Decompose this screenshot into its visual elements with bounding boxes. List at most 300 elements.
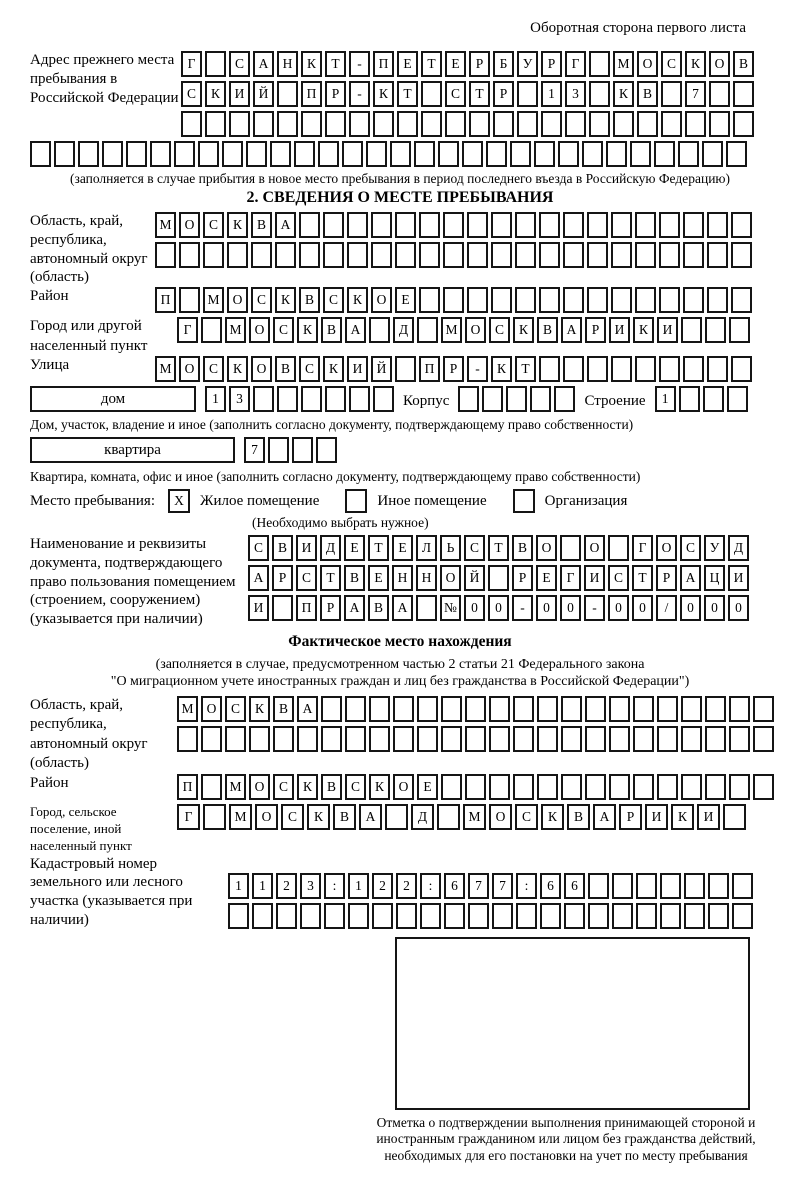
- char-cell[interactable]: А: [275, 212, 296, 238]
- char-cell[interactable]: [297, 726, 318, 752]
- char-cell[interactable]: О: [584, 535, 605, 561]
- char-cell[interactable]: [371, 212, 392, 238]
- char-cell[interactable]: [561, 696, 582, 722]
- char-cell[interactable]: [723, 804, 746, 830]
- char-cell[interactable]: [395, 356, 416, 382]
- char-cell[interactable]: [228, 903, 249, 929]
- checkbox-other-premises[interactable]: [345, 489, 367, 513]
- char-cell[interactable]: П: [301, 81, 322, 107]
- char-cell[interactable]: [222, 141, 243, 167]
- char-cell[interactable]: [609, 774, 630, 800]
- char-cell[interactable]: Р: [325, 81, 346, 107]
- char-cell[interactable]: 3: [229, 386, 250, 412]
- char-cell[interactable]: 6: [540, 873, 561, 899]
- char-cell[interactable]: [681, 774, 702, 800]
- char-cell[interactable]: А: [253, 51, 274, 77]
- char-cell[interactable]: [489, 774, 510, 800]
- char-cell[interactable]: П: [155, 287, 176, 313]
- char-cell[interactable]: К: [227, 356, 248, 382]
- char-cell[interactable]: О: [249, 774, 270, 800]
- char-cell[interactable]: В: [567, 804, 590, 830]
- char-cell[interactable]: И: [697, 804, 720, 830]
- char-cell[interactable]: :: [420, 873, 441, 899]
- char-cell[interactable]: [102, 141, 123, 167]
- char-cell[interactable]: С: [203, 212, 224, 238]
- char-cell[interactable]: [294, 141, 315, 167]
- char-cell[interactable]: Е: [395, 287, 416, 313]
- char-cell[interactable]: [611, 356, 632, 382]
- char-cell[interactable]: [277, 386, 298, 412]
- char-cell[interactable]: К: [671, 804, 694, 830]
- char-cell[interactable]: О: [536, 535, 557, 561]
- char-cell[interactable]: [539, 287, 560, 313]
- char-cell[interactable]: [587, 356, 608, 382]
- char-cell[interactable]: С: [489, 317, 510, 343]
- char-cell[interactable]: [396, 903, 417, 929]
- char-cell[interactable]: М: [441, 317, 462, 343]
- char-cell[interactable]: [421, 81, 442, 107]
- char-cell[interactable]: [492, 903, 513, 929]
- char-cell[interactable]: А: [561, 317, 582, 343]
- char-cell[interactable]: [633, 696, 654, 722]
- char-cell[interactable]: [564, 903, 585, 929]
- char-cell[interactable]: [707, 287, 728, 313]
- char-cell[interactable]: [683, 242, 704, 268]
- char-cell[interactable]: А: [359, 804, 382, 830]
- char-cell[interactable]: [372, 903, 393, 929]
- char-cell[interactable]: С: [229, 51, 250, 77]
- char-cell[interactable]: Р: [512, 565, 533, 591]
- char-cell[interactable]: 7: [685, 81, 706, 107]
- char-cell[interactable]: [609, 696, 630, 722]
- char-cell[interactable]: 7: [492, 873, 513, 899]
- char-cell[interactable]: О: [179, 212, 200, 238]
- char-cell[interactable]: Й: [464, 565, 485, 591]
- char-cell[interactable]: 2: [396, 873, 417, 899]
- char-cell[interactable]: Е: [445, 51, 466, 77]
- char-cell[interactable]: С: [464, 535, 485, 561]
- char-cell[interactable]: Ц: [704, 565, 725, 591]
- char-cell[interactable]: А: [248, 565, 269, 591]
- char-cell[interactable]: Т: [515, 356, 536, 382]
- char-cell[interactable]: [468, 903, 489, 929]
- char-cell[interactable]: [613, 111, 634, 137]
- char-cell[interactable]: [731, 212, 752, 238]
- char-cell[interactable]: [292, 437, 313, 463]
- char-cell[interactable]: [324, 903, 345, 929]
- char-cell[interactable]: [703, 386, 724, 412]
- char-cell[interactable]: С: [273, 774, 294, 800]
- char-cell[interactable]: [659, 287, 680, 313]
- char-cell[interactable]: [753, 696, 774, 722]
- char-cell[interactable]: [345, 696, 366, 722]
- char-cell[interactable]: [419, 287, 440, 313]
- char-cell[interactable]: В: [733, 51, 754, 77]
- char-cell[interactable]: [729, 774, 750, 800]
- char-cell[interactable]: /: [656, 595, 677, 621]
- char-cell[interactable]: [491, 242, 512, 268]
- char-cell[interactable]: С: [680, 535, 701, 561]
- char-cell[interactable]: [681, 696, 702, 722]
- char-cell[interactable]: [246, 141, 267, 167]
- char-cell[interactable]: [347, 242, 368, 268]
- char-cell[interactable]: С: [273, 317, 294, 343]
- char-cell[interactable]: С: [345, 774, 366, 800]
- char-cell[interactable]: [419, 242, 440, 268]
- char-cell[interactable]: [709, 111, 730, 137]
- char-cell[interactable]: [467, 287, 488, 313]
- char-cell[interactable]: [201, 317, 222, 343]
- char-cell[interactable]: [588, 903, 609, 929]
- char-cell[interactable]: Г: [560, 565, 581, 591]
- char-cell[interactable]: [659, 212, 680, 238]
- char-cell[interactable]: Р: [585, 317, 606, 343]
- char-cell[interactable]: [612, 873, 633, 899]
- char-cell[interactable]: Т: [488, 535, 509, 561]
- char-cell[interactable]: [349, 111, 370, 137]
- char-cell[interactable]: К: [249, 696, 270, 722]
- char-cell[interactable]: И: [609, 317, 630, 343]
- char-cell[interactable]: А: [593, 804, 616, 830]
- char-cell[interactable]: [654, 141, 675, 167]
- char-cell[interactable]: К: [613, 81, 634, 107]
- char-cell[interactable]: С: [445, 81, 466, 107]
- char-cell[interactable]: 0: [728, 595, 749, 621]
- char-cell[interactable]: [563, 212, 584, 238]
- char-cell[interactable]: [272, 595, 293, 621]
- char-cell[interactable]: У: [517, 51, 538, 77]
- char-cell[interactable]: М: [203, 287, 224, 313]
- char-cell[interactable]: [444, 903, 465, 929]
- char-cell[interactable]: В: [537, 317, 558, 343]
- char-cell[interactable]: [565, 111, 586, 137]
- char-cell[interactable]: [273, 726, 294, 752]
- char-cell[interactable]: [253, 111, 274, 137]
- char-cell[interactable]: [349, 386, 370, 412]
- char-cell[interactable]: В: [299, 287, 320, 313]
- char-cell[interactable]: [443, 212, 464, 238]
- char-cell[interactable]: [275, 242, 296, 268]
- char-cell[interactable]: Р: [656, 565, 677, 591]
- char-cell[interactable]: О: [709, 51, 730, 77]
- char-cell[interactable]: [416, 595, 437, 621]
- char-cell[interactable]: С: [299, 356, 320, 382]
- char-cell[interactable]: [277, 111, 298, 137]
- char-cell[interactable]: [513, 726, 534, 752]
- char-cell[interactable]: М: [155, 356, 176, 382]
- char-cell[interactable]: №: [440, 595, 461, 621]
- char-cell[interactable]: [419, 212, 440, 238]
- char-cell[interactable]: Г: [181, 51, 202, 77]
- char-cell[interactable]: А: [297, 696, 318, 722]
- char-cell[interactable]: [683, 287, 704, 313]
- char-cell[interactable]: С: [225, 696, 246, 722]
- char-cell[interactable]: [174, 141, 195, 167]
- char-cell[interactable]: [589, 111, 610, 137]
- char-cell[interactable]: [659, 356, 680, 382]
- char-cell[interactable]: [465, 726, 486, 752]
- char-cell[interactable]: К: [347, 287, 368, 313]
- char-cell[interactable]: [345, 726, 366, 752]
- char-cell[interactable]: [181, 111, 202, 137]
- char-cell[interactable]: В: [275, 356, 296, 382]
- char-cell[interactable]: 1: [541, 81, 562, 107]
- char-cell[interactable]: [589, 81, 610, 107]
- char-cell[interactable]: [390, 141, 411, 167]
- char-cell[interactable]: [227, 242, 248, 268]
- char-cell[interactable]: [469, 111, 490, 137]
- char-cell[interactable]: [657, 774, 678, 800]
- char-cell[interactable]: М: [155, 212, 176, 238]
- char-cell[interactable]: 7: [468, 873, 489, 899]
- char-cell[interactable]: [636, 903, 657, 929]
- char-cell[interactable]: О: [201, 696, 222, 722]
- char-cell[interactable]: [530, 386, 551, 412]
- char-cell[interactable]: [299, 242, 320, 268]
- char-cell[interactable]: [611, 212, 632, 238]
- char-cell[interactable]: [299, 212, 320, 238]
- char-cell[interactable]: К: [373, 81, 394, 107]
- char-cell[interactable]: [321, 726, 342, 752]
- char-cell[interactable]: 1: [205, 386, 226, 412]
- char-cell[interactable]: [417, 317, 438, 343]
- char-cell[interactable]: [681, 726, 702, 752]
- char-cell[interactable]: К: [633, 317, 654, 343]
- char-cell[interactable]: [729, 317, 750, 343]
- char-cell[interactable]: [683, 212, 704, 238]
- char-cell[interactable]: [371, 242, 392, 268]
- char-cell[interactable]: [561, 774, 582, 800]
- char-cell[interactable]: С: [296, 565, 317, 591]
- char-cell[interactable]: Д: [728, 535, 749, 561]
- char-cell[interactable]: [506, 386, 527, 412]
- char-cell[interactable]: [323, 242, 344, 268]
- char-cell[interactable]: Н: [392, 565, 413, 591]
- char-cell[interactable]: К: [297, 317, 318, 343]
- char-cell[interactable]: [635, 356, 656, 382]
- apartment-type-box[interactable]: квартира: [30, 437, 235, 463]
- char-cell[interactable]: [510, 141, 531, 167]
- char-cell[interactable]: [684, 873, 705, 899]
- char-cell[interactable]: [630, 141, 651, 167]
- char-cell[interactable]: 7: [244, 437, 265, 463]
- char-cell[interactable]: [753, 774, 774, 800]
- char-cell[interactable]: [395, 242, 416, 268]
- char-cell[interactable]: Н: [277, 51, 298, 77]
- char-cell[interactable]: О: [637, 51, 658, 77]
- char-cell[interactable]: Р: [469, 51, 490, 77]
- char-cell[interactable]: К: [297, 774, 318, 800]
- char-cell[interactable]: [465, 696, 486, 722]
- char-cell[interactable]: У: [704, 535, 725, 561]
- char-cell[interactable]: [488, 565, 509, 591]
- char-cell[interactable]: [229, 111, 250, 137]
- char-cell[interactable]: [491, 287, 512, 313]
- char-cell[interactable]: Г: [177, 804, 200, 830]
- char-cell[interactable]: [441, 726, 462, 752]
- char-cell[interactable]: [633, 726, 654, 752]
- char-cell[interactable]: [609, 726, 630, 752]
- char-cell[interactable]: [78, 141, 99, 167]
- char-cell[interactable]: -: [584, 595, 605, 621]
- char-cell[interactable]: М: [177, 696, 198, 722]
- char-cell[interactable]: [585, 696, 606, 722]
- char-cell[interactable]: В: [273, 696, 294, 722]
- char-cell[interactable]: [563, 242, 584, 268]
- char-cell[interactable]: М: [613, 51, 634, 77]
- char-cell[interactable]: Д: [393, 317, 414, 343]
- char-cell[interactable]: -: [467, 356, 488, 382]
- char-cell[interactable]: [608, 535, 629, 561]
- char-cell[interactable]: [373, 386, 394, 412]
- char-cell[interactable]: Т: [325, 51, 346, 77]
- char-cell[interactable]: 0: [488, 595, 509, 621]
- char-cell[interactable]: [705, 317, 726, 343]
- char-cell[interactable]: Е: [417, 774, 438, 800]
- char-cell[interactable]: К: [541, 804, 564, 830]
- char-cell[interactable]: [589, 51, 610, 77]
- char-cell[interactable]: [268, 437, 289, 463]
- char-cell[interactable]: С: [248, 535, 269, 561]
- char-cell[interactable]: Ь: [440, 535, 461, 561]
- char-cell[interactable]: [705, 774, 726, 800]
- char-cell[interactable]: [563, 287, 584, 313]
- char-cell[interactable]: Т: [320, 565, 341, 591]
- char-cell[interactable]: [587, 242, 608, 268]
- char-cell[interactable]: Е: [392, 535, 413, 561]
- char-cell[interactable]: Й: [253, 81, 274, 107]
- char-cell[interactable]: [347, 212, 368, 238]
- char-cell[interactable]: [465, 774, 486, 800]
- char-cell[interactable]: [537, 726, 558, 752]
- char-cell[interactable]: [126, 141, 147, 167]
- char-cell[interactable]: [462, 141, 483, 167]
- char-cell[interactable]: [417, 726, 438, 752]
- char-cell[interactable]: [458, 386, 479, 412]
- char-cell[interactable]: [325, 386, 346, 412]
- char-cell[interactable]: [537, 696, 558, 722]
- char-cell[interactable]: Й: [371, 356, 392, 382]
- char-cell[interactable]: [513, 774, 534, 800]
- char-cell[interactable]: Т: [368, 535, 389, 561]
- char-cell[interactable]: Г: [565, 51, 586, 77]
- char-cell[interactable]: [251, 242, 272, 268]
- char-cell[interactable]: [637, 111, 658, 137]
- char-cell[interactable]: [316, 437, 337, 463]
- char-cell[interactable]: [491, 212, 512, 238]
- char-cell[interactable]: [709, 81, 730, 107]
- char-cell[interactable]: Р: [541, 51, 562, 77]
- char-cell[interactable]: [443, 287, 464, 313]
- char-cell[interactable]: [489, 726, 510, 752]
- char-cell[interactable]: [683, 356, 704, 382]
- char-cell[interactable]: [539, 356, 560, 382]
- char-cell[interactable]: [369, 726, 390, 752]
- char-cell[interactable]: К: [685, 51, 706, 77]
- char-cell[interactable]: [393, 726, 414, 752]
- char-cell[interactable]: [201, 774, 222, 800]
- char-cell[interactable]: И: [645, 804, 668, 830]
- char-cell[interactable]: П: [177, 774, 198, 800]
- char-cell[interactable]: -: [512, 595, 533, 621]
- char-cell[interactable]: [443, 242, 464, 268]
- char-cell[interactable]: [437, 804, 460, 830]
- char-cell[interactable]: 0: [608, 595, 629, 621]
- char-cell[interactable]: [678, 141, 699, 167]
- char-cell[interactable]: [727, 386, 748, 412]
- char-cell[interactable]: [635, 212, 656, 238]
- char-cell[interactable]: [420, 903, 441, 929]
- char-cell[interactable]: М: [463, 804, 486, 830]
- char-cell[interactable]: [225, 726, 246, 752]
- char-cell[interactable]: [660, 873, 681, 899]
- char-cell[interactable]: В: [344, 565, 365, 591]
- char-cell[interactable]: Р: [443, 356, 464, 382]
- char-cell[interactable]: М: [225, 774, 246, 800]
- char-cell[interactable]: [732, 903, 753, 929]
- char-cell[interactable]: О: [393, 774, 414, 800]
- char-cell[interactable]: О: [251, 356, 272, 382]
- char-cell[interactable]: :: [516, 873, 537, 899]
- char-cell[interactable]: В: [368, 595, 389, 621]
- char-cell[interactable]: 0: [464, 595, 485, 621]
- char-cell[interactable]: [541, 111, 562, 137]
- char-cell[interactable]: [753, 726, 774, 752]
- char-cell[interactable]: [467, 212, 488, 238]
- char-cell[interactable]: [588, 873, 609, 899]
- char-cell[interactable]: К: [307, 804, 330, 830]
- char-cell[interactable]: [707, 242, 728, 268]
- char-cell[interactable]: К: [491, 356, 512, 382]
- char-cell[interactable]: Е: [368, 565, 389, 591]
- char-cell[interactable]: 1: [228, 873, 249, 899]
- char-cell[interactable]: [561, 726, 582, 752]
- char-cell[interactable]: [385, 804, 408, 830]
- char-cell[interactable]: А: [392, 595, 413, 621]
- char-cell[interactable]: [729, 696, 750, 722]
- char-cell[interactable]: [203, 242, 224, 268]
- char-cell[interactable]: [249, 726, 270, 752]
- char-cell[interactable]: А: [680, 565, 701, 591]
- char-cell[interactable]: [563, 356, 584, 382]
- char-cell[interactable]: [366, 141, 387, 167]
- char-cell[interactable]: [659, 242, 680, 268]
- char-cell[interactable]: 0: [560, 595, 581, 621]
- char-cell[interactable]: С: [251, 287, 272, 313]
- char-cell[interactable]: Б: [493, 51, 514, 77]
- char-cell[interactable]: В: [637, 81, 658, 107]
- char-cell[interactable]: [515, 287, 536, 313]
- char-cell[interactable]: [417, 696, 438, 722]
- char-cell[interactable]: Д: [320, 535, 341, 561]
- char-cell[interactable]: К: [301, 51, 322, 77]
- char-cell[interactable]: М: [225, 317, 246, 343]
- char-cell[interactable]: [707, 212, 728, 238]
- char-cell[interactable]: [253, 386, 274, 412]
- char-cell[interactable]: 3: [300, 873, 321, 899]
- char-cell[interactable]: [445, 111, 466, 137]
- char-cell[interactable]: [482, 386, 503, 412]
- char-cell[interactable]: [661, 111, 682, 137]
- char-cell[interactable]: С: [281, 804, 304, 830]
- char-cell[interactable]: О: [656, 535, 677, 561]
- char-cell[interactable]: [708, 903, 729, 929]
- char-cell[interactable]: [685, 111, 706, 137]
- char-cell[interactable]: В: [251, 212, 272, 238]
- char-cell[interactable]: [179, 287, 200, 313]
- char-cell[interactable]: [493, 111, 514, 137]
- char-cell[interactable]: И: [248, 595, 269, 621]
